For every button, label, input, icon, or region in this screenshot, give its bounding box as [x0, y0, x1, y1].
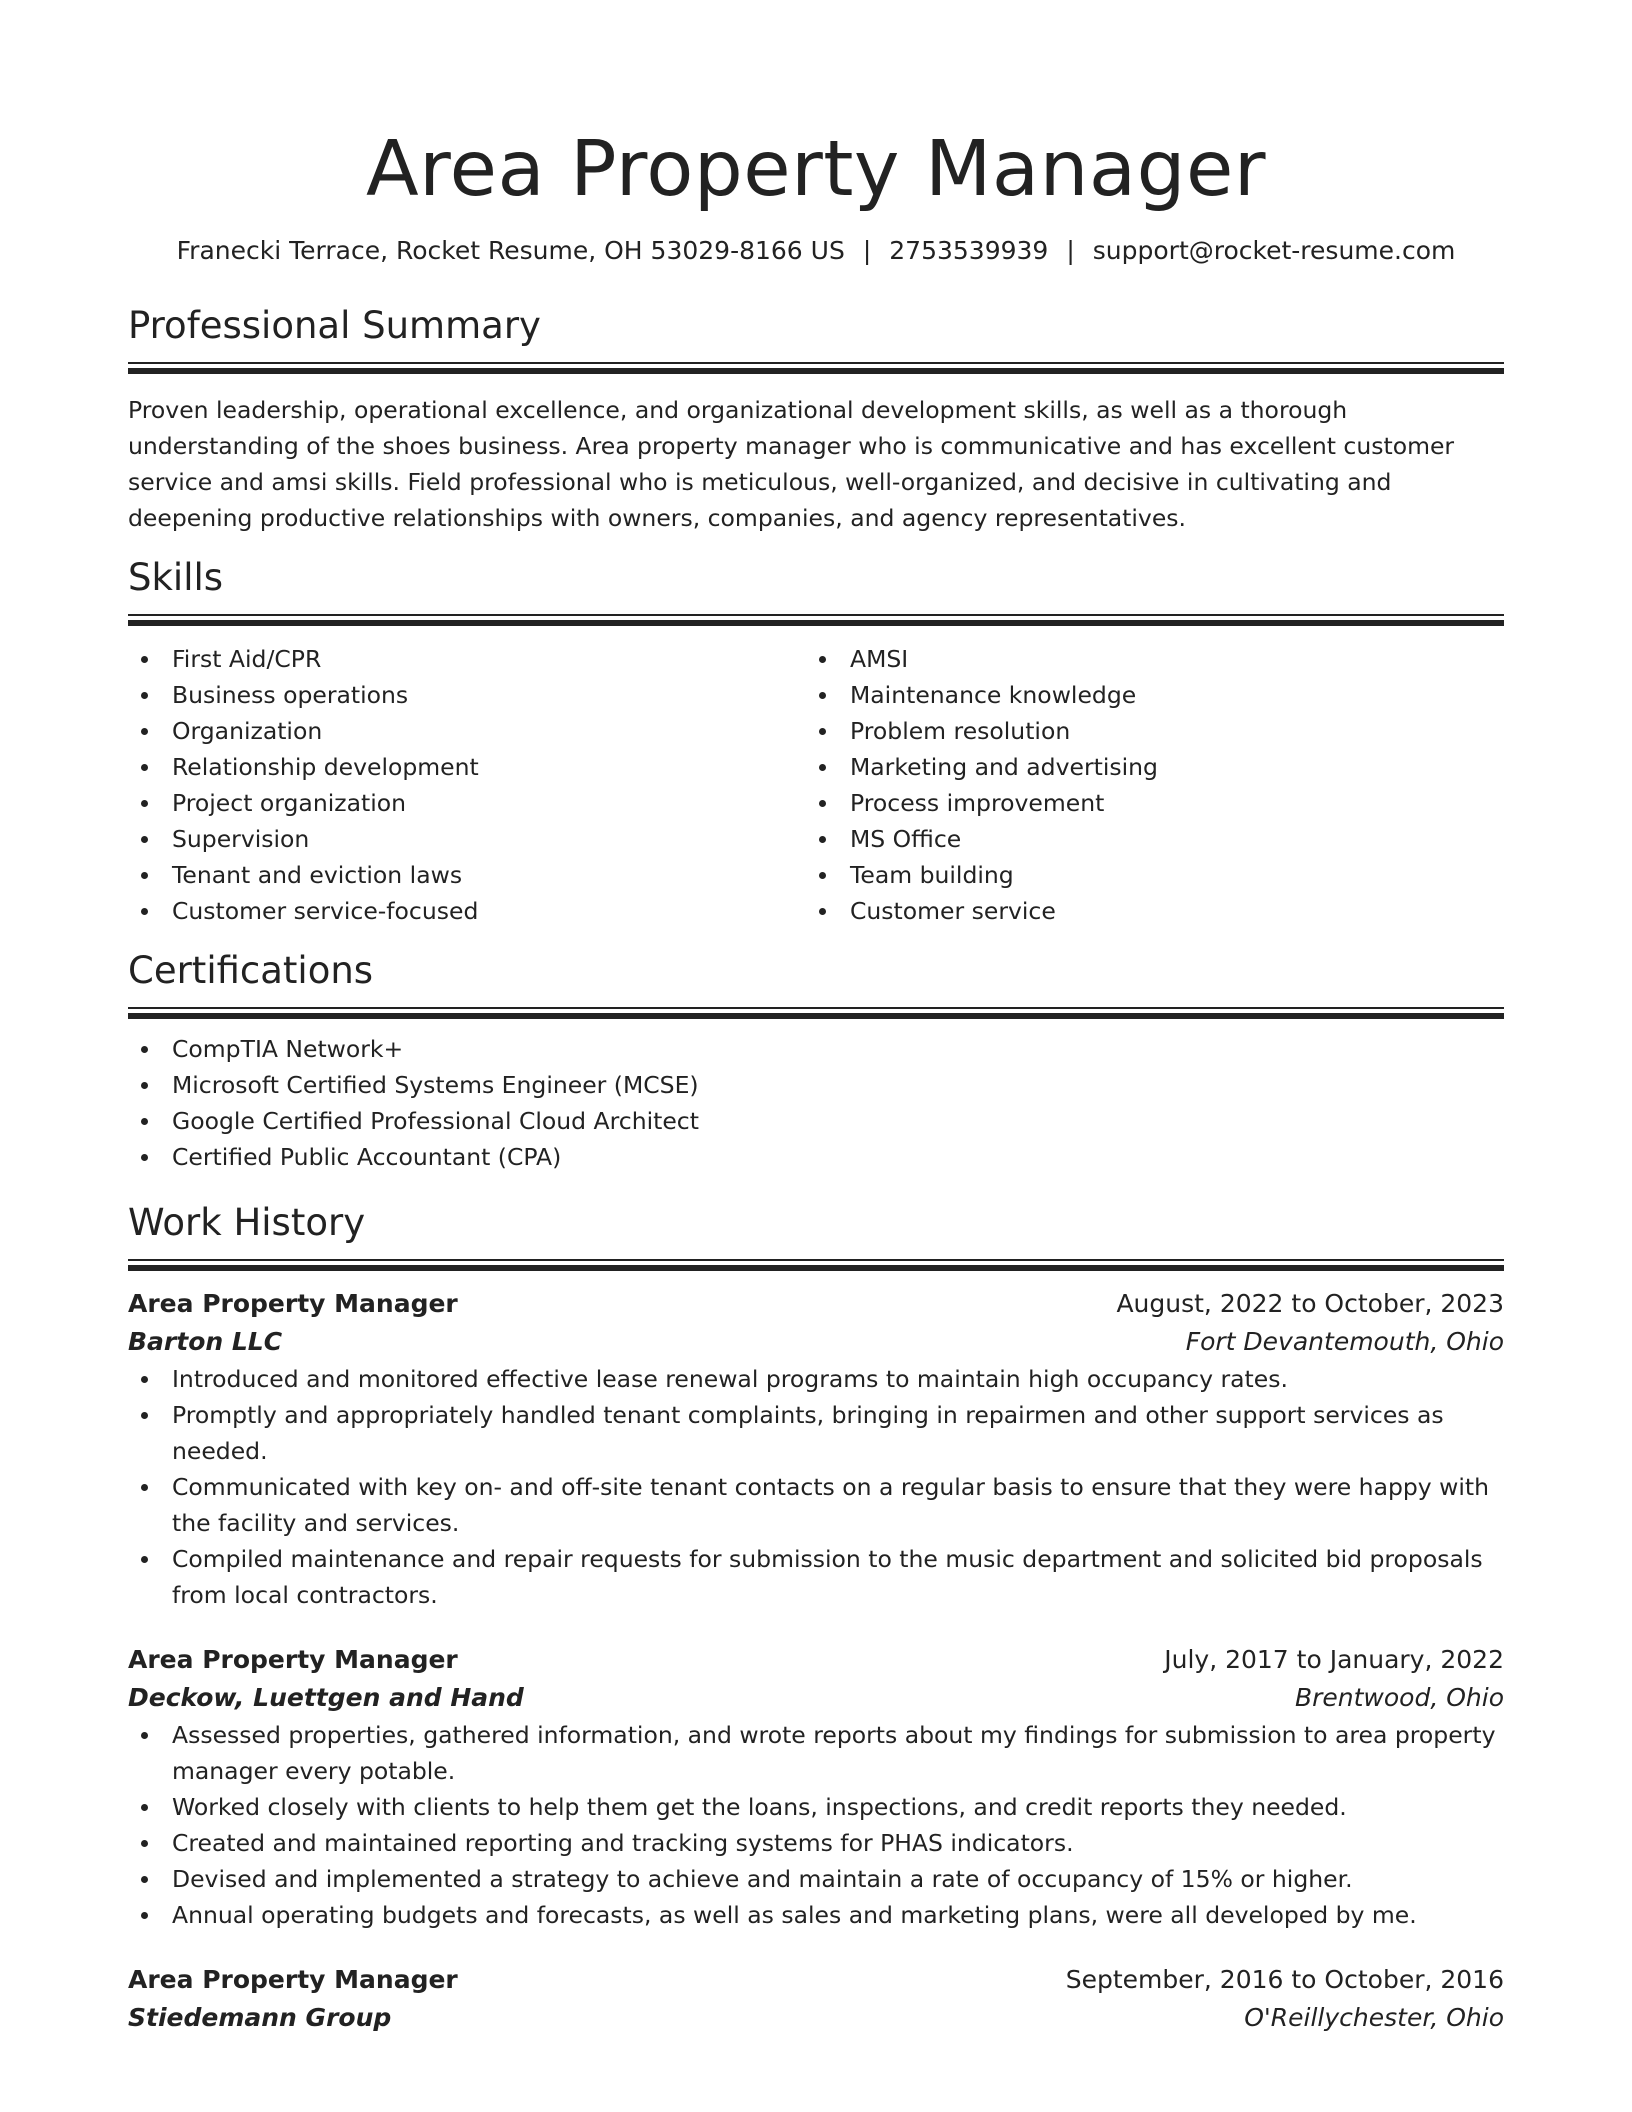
job-subheader — [128, 1323, 1504, 1361]
contact-phone: 2753539939 — [889, 236, 1049, 265]
job-header — [128, 1285, 1504, 1323]
contact-separator: | — [862, 236, 872, 265]
job-title: Area Property Manager — [128, 1645, 458, 1674]
list-item: Annual operating budgets and forecasts, as well as sales and marketing plans, were all developed by me. — [128, 1897, 1504, 1933]
list-item: AMSI — [806, 641, 1484, 677]
job-entry — [128, 1285, 1504, 1613]
list-item: Customer service-focused — [128, 893, 806, 929]
list-item: Compiled maintenance and repair requests for submission to the music department and solicited bid proposals from local contractors. — [128, 1541, 1504, 1613]
job-title: Area Property Manager — [128, 1965, 458, 1994]
summary-text: Proven leadership, operational excellence, and organizational development skills, as well as a thorough understanding of the shoes business. Area property manager who is communicative and has excellent customer service and amsi skills. Field professional who is meticulous, well-organized, and decisive in cultivating and deepening productive relationships with owners, companies, and agency representatives. — [128, 396, 1455, 532]
job-location: O'Reillychester, Ohio — [1244, 2003, 1504, 2032]
job-company: Deckow, Luettgen and Hand — [128, 1683, 524, 1712]
list-item: Devised and implemented a strategy to achieve and maintain a rate of occupancy of 15% or higher. — [128, 1861, 1504, 1897]
list-item: Maintenance knowledge — [806, 677, 1484, 713]
list-item: Google Certified Professional Cloud Architect — [128, 1103, 1504, 1139]
list-item: Process improvement — [806, 785, 1484, 821]
contact-email: support@rocket-resume.com — [1092, 236, 1456, 265]
certifications-section — [128, 947, 1504, 1175]
job-location: Brentwood, Ohio — [1294, 1683, 1504, 1712]
summary-section — [128, 302, 1504, 536]
skills-section — [128, 554, 1504, 929]
resume-name: Area Property Manager — [366, 125, 1266, 214]
list-item: CompTIA Network+ — [128, 1031, 1504, 1067]
list-item: Worked closely with clients to help them get the loans, inspections, and credit reports they needed. — [128, 1789, 1504, 1825]
job-entry — [128, 1641, 1504, 1933]
jobs-list — [128, 1285, 1504, 2037]
list-item: Promptly and appropriately handled tenant complaints, bringing in repairmen and other support services as needed. — [128, 1397, 1504, 1469]
certifications-list — [128, 1031, 1504, 1175]
list-item: Assessed properties, gathered information, and wrote reports about my findings for submission to area property manager every potable. — [128, 1717, 1504, 1789]
list-item: MS Office — [806, 821, 1484, 857]
job-dates: July, 2017 to January, 2022 — [1164, 1645, 1504, 1674]
list-item: Marketing and advertising — [806, 749, 1484, 785]
section-title-skills: Skills — [128, 556, 224, 599]
list-item: Certified Public Accountant (CPA) — [128, 1139, 1504, 1175]
job-subheader — [128, 1999, 1504, 2037]
section-divider — [128, 1007, 1504, 1019]
list-item: Business operations — [128, 677, 806, 713]
list-item: First Aid/CPR — [128, 641, 806, 677]
job-subheader — [128, 1679, 1504, 1717]
list-item: Microsoft Certified Systems Engineer (MCSE) — [128, 1067, 1504, 1103]
list-item: Customer service — [806, 893, 1484, 929]
contact-separator: | — [1066, 236, 1075, 265]
skills-column-right — [806, 641, 1484, 929]
list-item: Relationship development — [128, 749, 806, 785]
job-header — [128, 1641, 1504, 1679]
contact-line — [128, 234, 1504, 268]
job-title: Area Property Manager — [128, 1289, 458, 1318]
list-item: Problem resolution — [806, 713, 1484, 749]
job-location: Fort Devantemouth, Ohio — [1185, 1327, 1504, 1356]
list-item: Introduced and monitored effective lease renewal programs to maintain high occupancy rates. — [128, 1361, 1504, 1397]
job-header — [128, 1961, 1504, 1999]
section-divider — [128, 614, 1504, 626]
list-item: Supervision — [128, 821, 806, 857]
job-dates: August, 2022 to October, 2023 — [1116, 1289, 1504, 1318]
work-history-section — [128, 1199, 1504, 2037]
contact-address: Franecki Terrace, Rocket Resume, OH 53029-8166 US — [176, 236, 845, 265]
list-item: Created and maintained reporting and tracking systems for PHAS indicators. — [128, 1825, 1504, 1861]
section-title-work-history: Work History — [128, 1201, 366, 1244]
skills-column-left — [128, 641, 806, 929]
job-company: Stiedemann Group — [128, 2003, 392, 2032]
list-item: Team building — [806, 857, 1484, 893]
list-item: Project organization — [128, 785, 806, 821]
list-item: Organization — [128, 713, 806, 749]
list-item: Tenant and eviction laws — [128, 857, 806, 893]
job-bullets — [128, 1717, 1504, 1933]
job-entry — [128, 1961, 1504, 2037]
resume-page — [128, 0, 1504, 2037]
section-title-certifications: Certifications — [128, 949, 374, 992]
section-divider — [128, 362, 1504, 374]
skills-grid — [128, 641, 1504, 929]
list-item: Communicated with key on- and off-site tenant contacts on a regular basis to ensure that they were happy with the facility and services. — [128, 1469, 1504, 1541]
job-bullets — [128, 1361, 1504, 1613]
job-dates: September, 2016 to October, 2016 — [1065, 1965, 1504, 1994]
job-company: Barton LLC — [128, 1327, 283, 1356]
section-title-summary: Professional Summary — [128, 304, 541, 347]
section-divider — [128, 1259, 1504, 1271]
